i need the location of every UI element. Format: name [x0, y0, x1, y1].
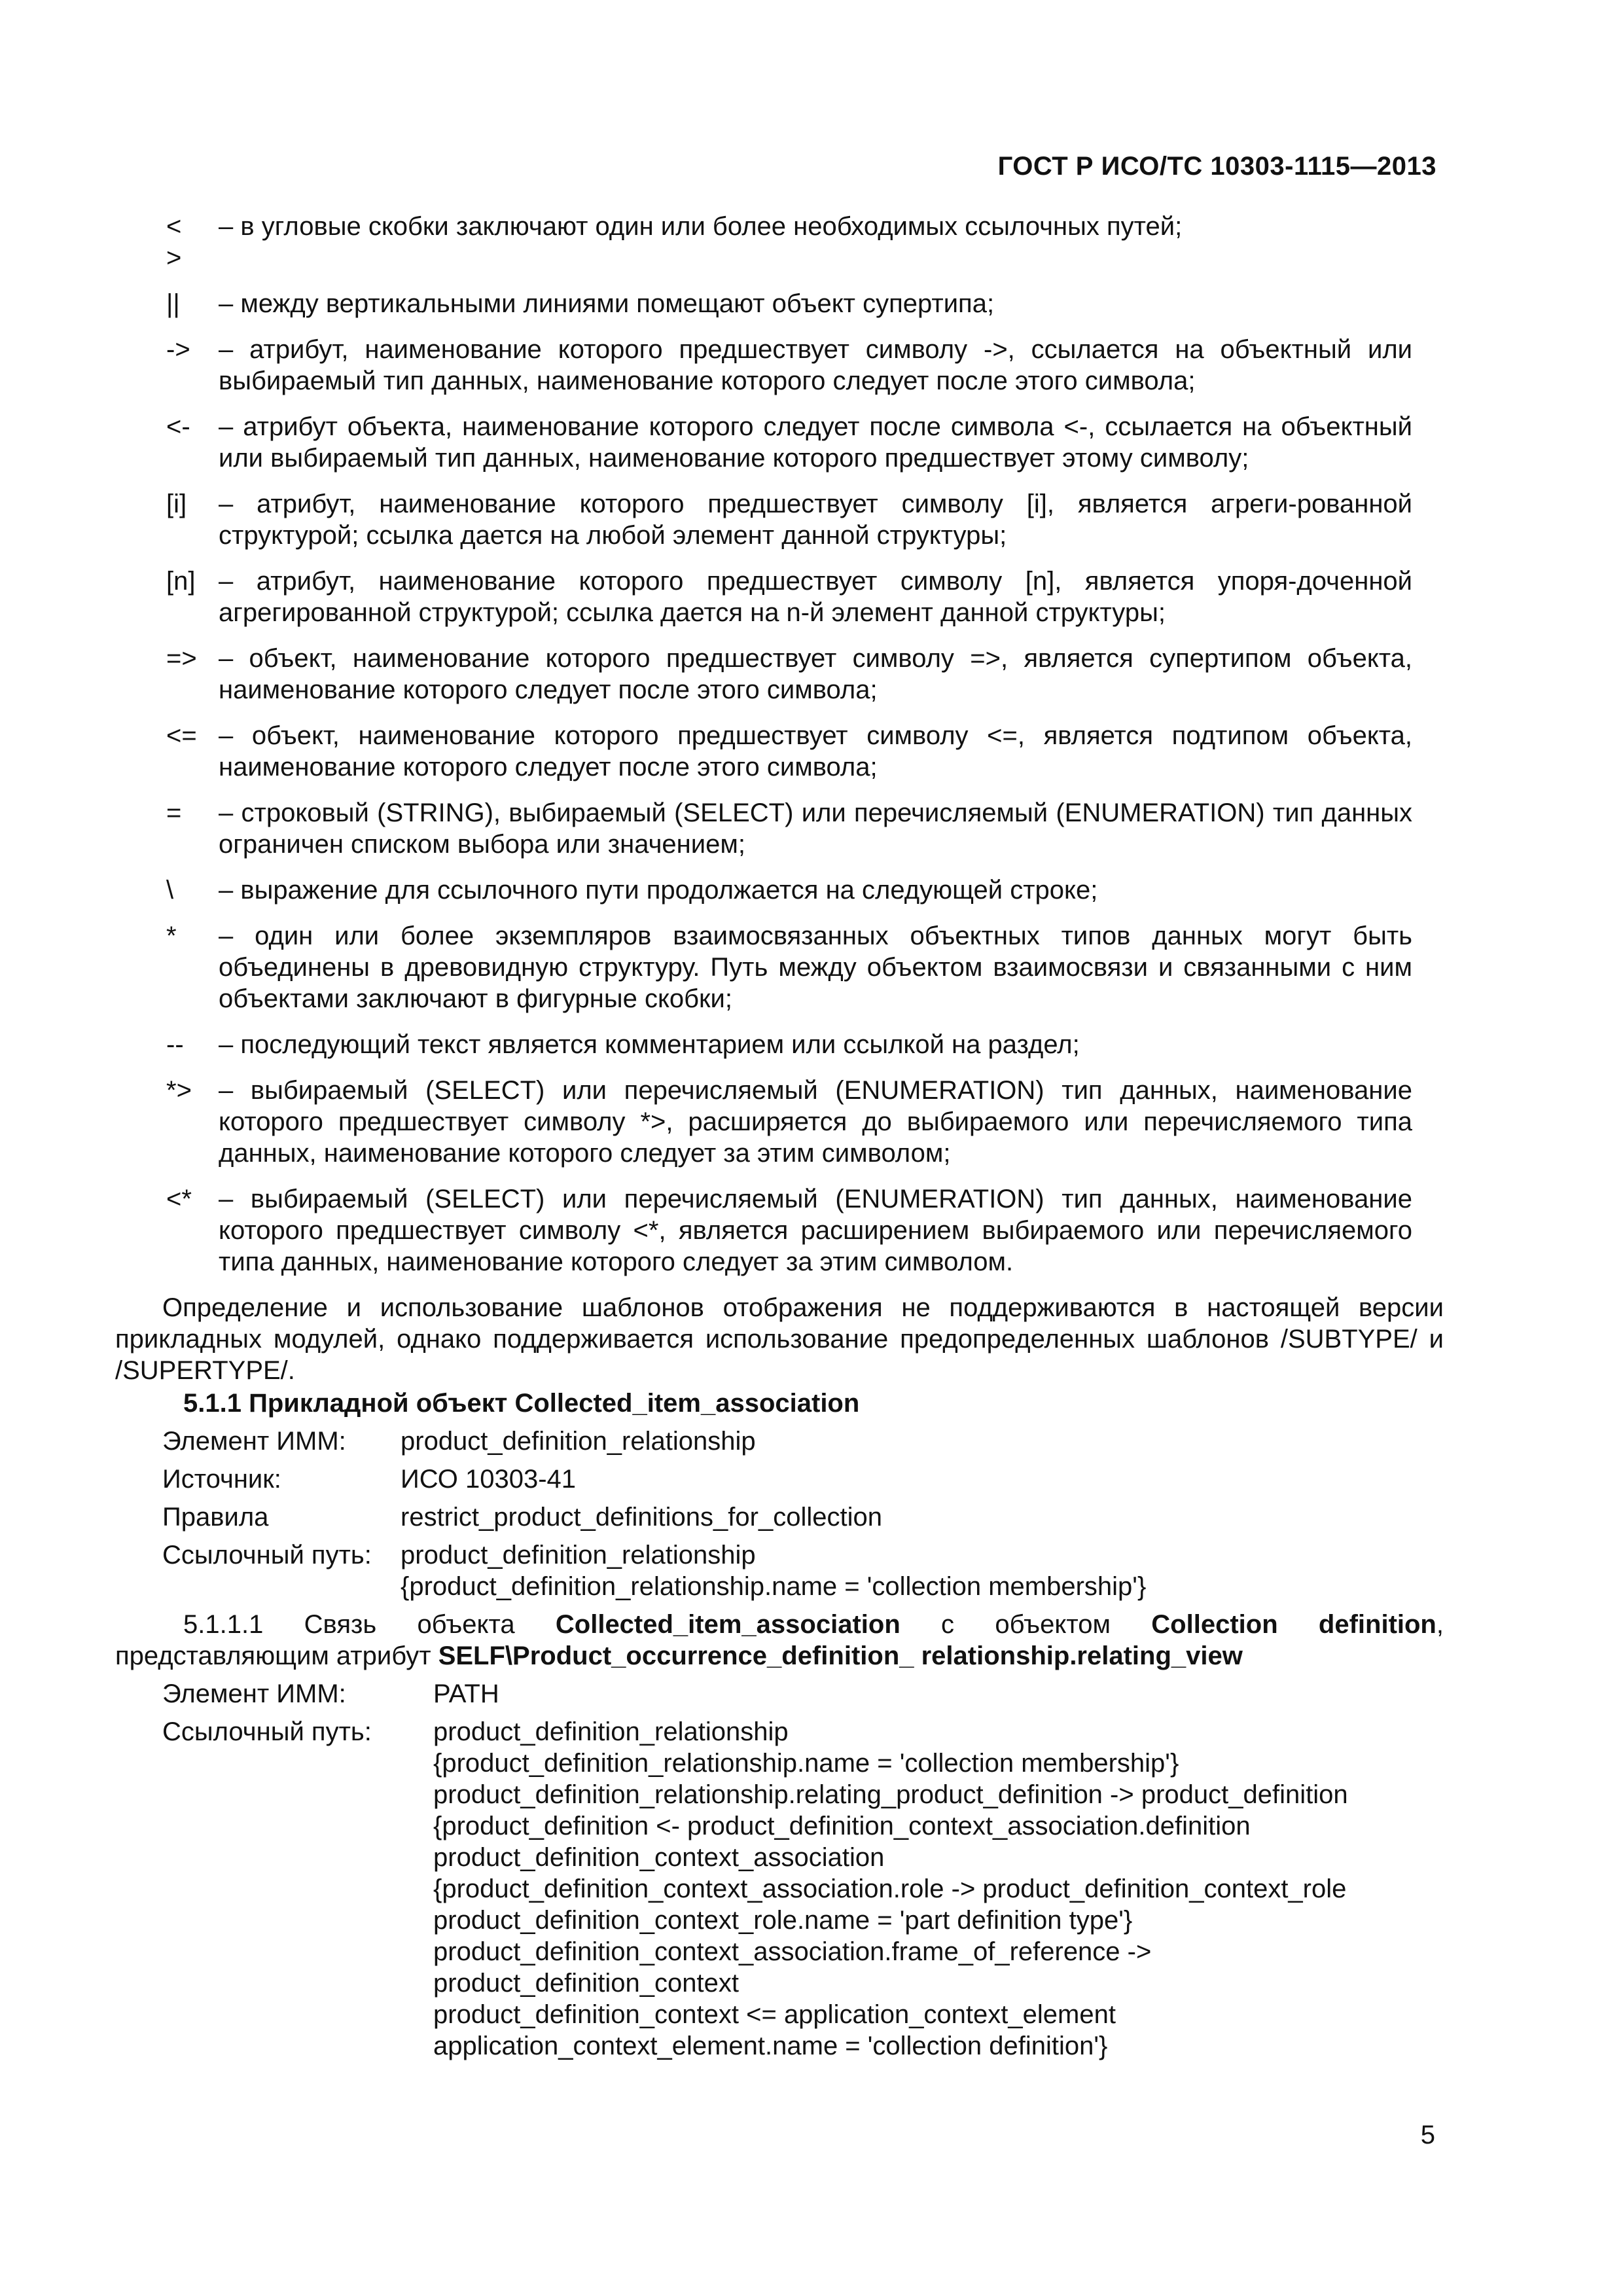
intro-paragraph: Определение и использование шаблонов отображения не поддерживаются в настоящей версии прикладных модулей, однако поддерживается использование предопределенных шаблонов /SUBTYPE/ и /SUPERTYPE/. [115, 1293, 1444, 1385]
symbol-row [115, 211, 1444, 274]
symbol: * [166, 922, 177, 950]
reference-path-row [162, 1539, 1444, 1602]
symbol-row [115, 288, 1444, 319]
symbol: <* [166, 1185, 192, 1213]
symbol: < > [166, 212, 182, 272]
subsection-heading-line2: представляющим атрибут SELF\Product_occurrence_definition_ relationship.relating_view [115, 1641, 1243, 1670]
symbol-description: – атрибут, наименование которого предшествует символу [n], является упоря-доченной агрегированной структурой; ссылка дается на n-й элемент данной структуры; [219, 567, 1412, 627]
path-line: product_definition_context_association [433, 1843, 885, 1872]
symbol-row [115, 643, 1444, 706]
symbol-description: – между вертикальными линиями помещают объект супертипа; [219, 289, 995, 318]
symbol-description: – выбираемый (SELECT) или перечисляемый (ENUMERATION) тип данных, наименование которого предшествует символу <*, является расширением выбираемого или перечисляемого типа данных, наименование которого следует за этим символом. [219, 1185, 1412, 1276]
symbol-row [115, 1075, 1444, 1169]
symbol: \ [166, 876, 174, 905]
page-number: 5 [1420, 2121, 1435, 2149]
symbol-row [115, 1029, 1444, 1060]
path-line: {product_definition <- product_definition_context_association.definition [433, 1812, 1251, 1840]
source-row [162, 1463, 1444, 1495]
symbol-description: – атрибут объекта, наименование которого следует после символа <-, ссылается на объектный или выбираемый тип данных, наименование которого предшествует этому символу; [219, 412, 1412, 473]
row-label: Элемент ИММ: [162, 1427, 346, 1456]
row-value: product_definition_relationship [401, 1427, 756, 1456]
symbol-row [115, 1183, 1444, 1278]
symbol-row [115, 797, 1444, 860]
row-label: Ссылочный путь: [162, 1717, 372, 1746]
row-value: restrict_product_definitions_for_collection [401, 1503, 882, 1532]
symbol: <- [166, 412, 190, 441]
path-line: product_definition_relationship.relating_product_definition -> product_definition [433, 1780, 1348, 1809]
document-header: ГОСТ Р ИСО/ТС 10303-1115—2013 [997, 152, 1436, 181]
symbol-row [115, 334, 1444, 397]
path-line: product_definition_context_role.name = 'part definition type'} [433, 1906, 1133, 1935]
row-label: Правила [162, 1503, 269, 1532]
symbol-row [115, 565, 1444, 628]
symbol-description: – последующий текст является комментарием или ссылкой на раздел; [219, 1030, 1080, 1059]
symbol: => [166, 644, 197, 673]
symbol: <= [166, 721, 197, 750]
symbol: -> [166, 335, 190, 364]
rules-row [162, 1501, 1444, 1533]
symbol-list [115, 211, 1444, 1278]
path-line: product_definition_context <= application_context_element [433, 2000, 1116, 2029]
symbol: [i] [166, 490, 187, 518]
symbol: -- [166, 1030, 184, 1059]
symbol-row [115, 720, 1444, 783]
section-heading: 5.1.1 Прикладной объект Collected_item_association [183, 1389, 860, 1418]
symbol-description: – выбираемый (SELECT) или перечисляемый (ENUMERATION) тип данных, наименование которого предшествует символу *>, расширяется до выбираемого или перечисляемого типа данных, наименование которого следует за этим символом; [219, 1076, 1412, 1168]
subsection-mim-row [162, 1678, 1444, 1710]
symbol-description: – атрибут, наименование которого предшествует символу [i], является агреги-рованной структурой; ссылка дается на любой элемент данной структуры; [219, 490, 1412, 550]
symbol-row [115, 874, 1444, 906]
symbol-description: – атрибут, наименование которого предшествует символу ->, ссылается на объектный или выбираемый тип данных, наименование которого следует после этого символа; [219, 335, 1412, 395]
symbol: || [166, 289, 180, 318]
symbol-description: – один или более экземпляров взаимосвязанных объектных типов данных могут быть объединены в древовидную структуру. Путь между объектом взаимосвязи и связанными с ним объектами заключают в фигурные скобки; [219, 922, 1412, 1013]
row-label: Источник: [162, 1465, 281, 1494]
symbol-row [115, 920, 1444, 1014]
path-line: {product_definition_relationship.name = 'collection membership'} [433, 1749, 1179, 1778]
symbol: [n] [166, 567, 196, 596]
path-line: product_definition_context_association.frame_of_reference -> [433, 1937, 1152, 1966]
path-line: product_definition_relationship [433, 1717, 789, 1746]
symbol-description: – выражение для ссылочного пути продолжается на следующей строке; [219, 876, 1098, 905]
row-value: product_definition_relationship {product_definition_relationship.name = 'collection membership'} [401, 1541, 1147, 1601]
symbol-description: – строковый (STRING), выбираемый (SELECT) или перечисляемый (ENUMERATION) тип данных ограничен списком выбора или значением; [219, 798, 1412, 859]
main-content [115, 211, 1444, 2062]
path-line: {product_definition_context_association.role -> product_definition_context_role [433, 1874, 1347, 1903]
mim-element-row [162, 1426, 1444, 1457]
symbol-description: – объект, наименование которого предшествует символу <=, является подтипом объекта, наименование которого следует после этого символа; [219, 721, 1412, 781]
row-label: Элемент ИММ: [162, 1679, 346, 1708]
symbol: *> [166, 1076, 192, 1105]
symbol-row [115, 488, 1444, 551]
symbol-description: – в угловые скобки заключают один или более необходимых ссылочных путей; [219, 212, 1183, 241]
subsection-heading-line1: 5.1.1.1 Связь объекта Collected_item_association с объектом Collection definition, [183, 1610, 1444, 1639]
symbol: = [166, 798, 182, 827]
symbol-row [115, 411, 1444, 474]
path-line: product_definition_context [433, 1969, 739, 1998]
subsection-path-row [162, 1716, 1444, 2062]
path-lines [433, 1716, 1444, 2062]
row-value: PATH [433, 1679, 499, 1708]
row-label: Ссылочный путь: [162, 1541, 372, 1570]
row-value: ИСО 10303-41 [401, 1465, 577, 1494]
symbol-description: – объект, наименование которого предшествует символу =>, является супертипом объекта, наименование которого следует после этого символа; [219, 644, 1412, 704]
path-line: application_context_element.name = 'collection definition'} [433, 2032, 1108, 2060]
